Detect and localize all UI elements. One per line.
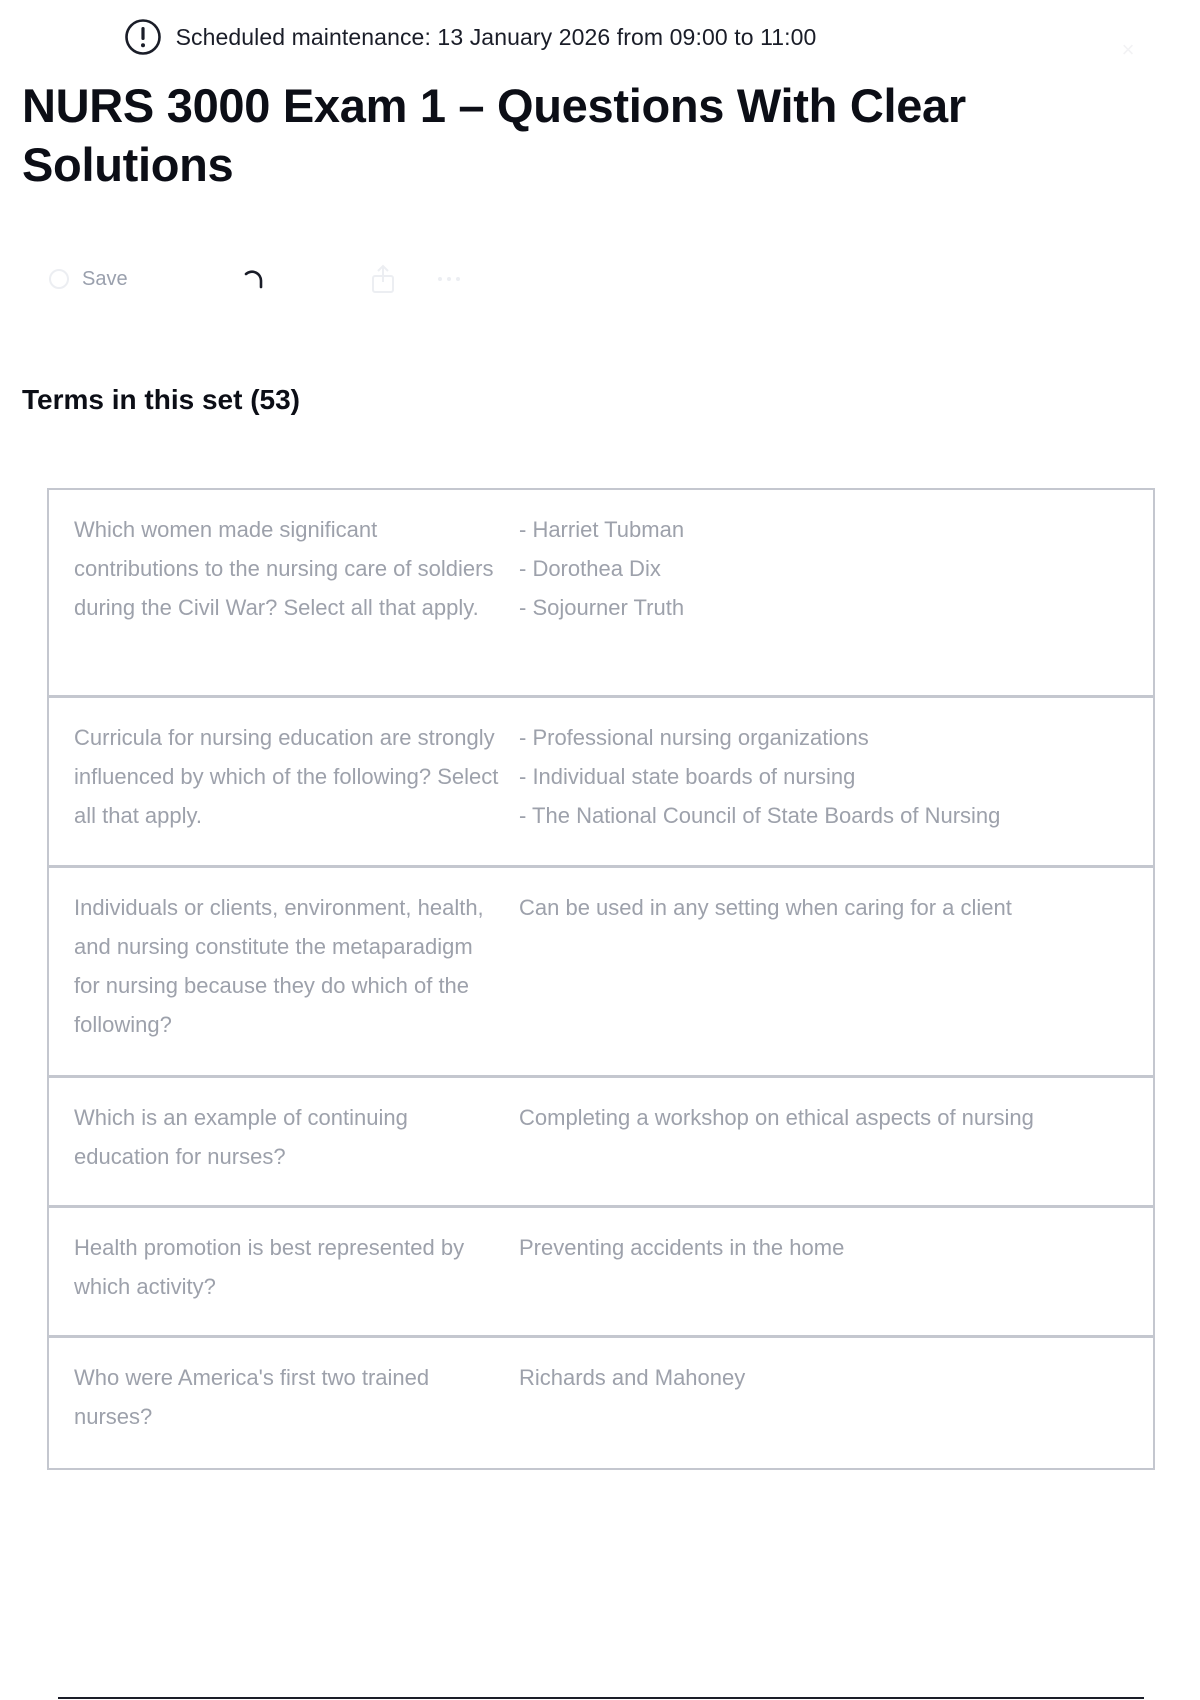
term-answer-line: - Dorothea Dix	[519, 556, 661, 581]
term-answer	[519, 510, 1153, 695]
close-icon[interactable]: ×	[1121, 37, 1135, 62]
term-row[interactable]	[49, 1338, 1153, 1468]
term-answer-line: - The National Council of State Boards of Nursing	[519, 803, 1001, 828]
term-row[interactable]	[49, 698, 1153, 868]
term-answer	[519, 1358, 1153, 1468]
maintenance-banner	[0, 16, 1200, 62]
term-answer-line: Richards and Mahoney	[519, 1365, 746, 1390]
term-row[interactable]	[49, 490, 1153, 698]
term-answer	[519, 718, 1153, 865]
term-answer-line: Preventing accidents in the home	[519, 1235, 845, 1260]
term-question: Individuals or clients, environment, health, and nursing constitute the metaparadigm for nursing because they do which of the following?	[74, 895, 484, 1037]
maintenance-banner-text: Scheduled maintenance: 13 January 2026 from 09:00 to 11:00	[175, 23, 817, 50]
term-answer-line: - Sojourner Truth	[519, 595, 685, 620]
set-toolbar	[48, 258, 488, 300]
maintenance-banner-content	[124, 18, 817, 56]
term-answer-line: Completing a workshop on ethical aspects of nursing	[519, 1105, 1034, 1130]
terms-heading: Terms in this set (53)	[22, 384, 301, 415]
term-question: Curricula for nursing education are strongly influenced by which of the following? Select all that apply.	[74, 725, 499, 828]
bookmark-icon	[48, 268, 70, 290]
term-answer	[519, 1228, 1153, 1335]
term-answer-line: - Professional nursing organizations	[519, 725, 869, 750]
save-button-label: Save	[82, 267, 128, 290]
term-answer	[519, 1098, 1153, 1205]
term-answer-line: Can be used in any setting when caring for a client	[519, 895, 1012, 920]
alert-circle-icon	[124, 18, 162, 56]
term-row[interactable]	[49, 868, 1153, 1078]
term-answer	[519, 888, 1153, 1075]
term-row[interactable]	[49, 1208, 1153, 1338]
term-answer-line: - Harriet Tubman	[519, 517, 685, 542]
term-answer-line: - Individual state boards of nursing	[519, 764, 856, 789]
term-question: Who were America's first two trained nurses?	[74, 1365, 430, 1429]
save-button[interactable]	[48, 258, 128, 300]
more-options-icon[interactable]	[432, 262, 466, 296]
spinner-icon	[236, 264, 270, 298]
term-row[interactable]	[49, 1078, 1153, 1208]
terms-list	[47, 488, 1155, 1470]
share-icon[interactable]	[366, 262, 400, 296]
term-question: Health promotion is best represented by which activity?	[74, 1235, 465, 1299]
page-title: NURS 3000 Exam 1 – Questions With Clear Solutions	[22, 79, 966, 191]
term-question: Which is an example of continuing education for nurses?	[74, 1105, 408, 1169]
term-question: Which women made significant contributions to the nursing care of soldiers during the Civil War? Select all that apply.	[74, 517, 494, 620]
footer-divider	[58, 1697, 1144, 1699]
